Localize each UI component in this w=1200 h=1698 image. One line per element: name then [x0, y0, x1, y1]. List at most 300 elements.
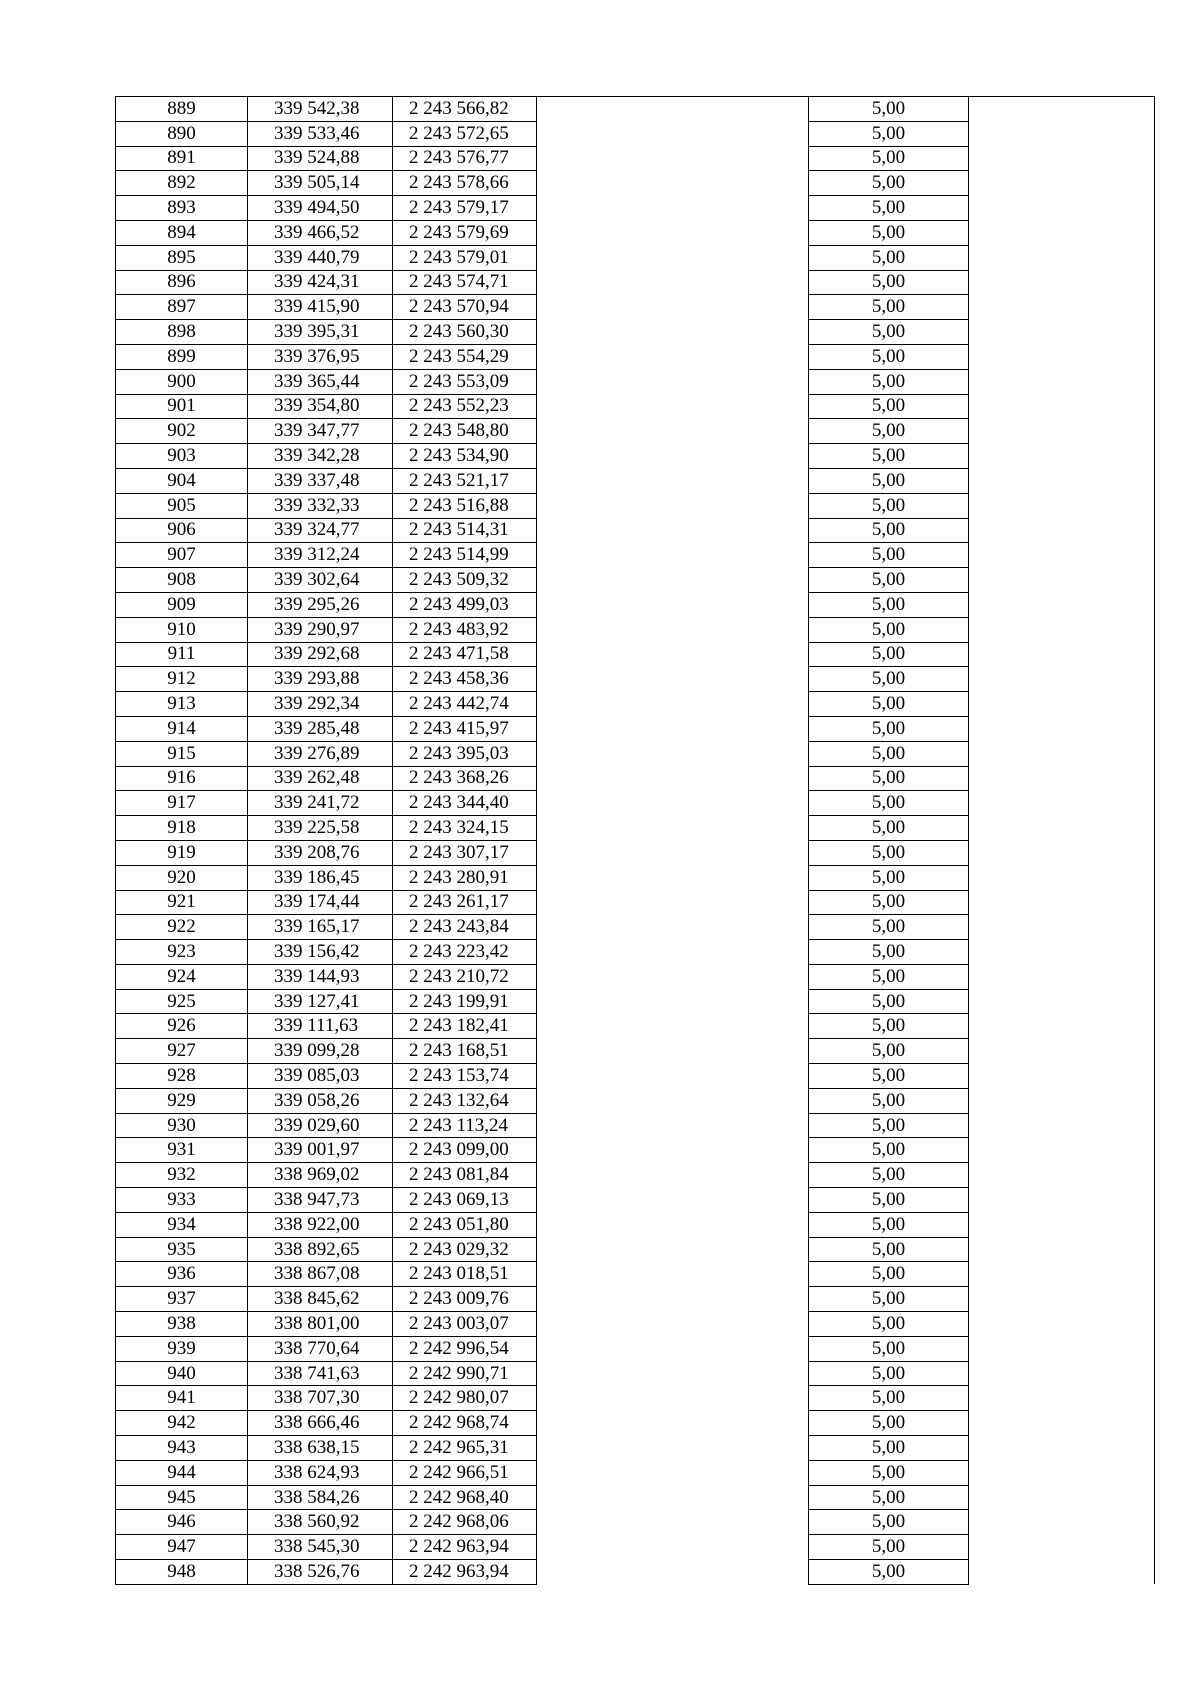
- x-coordinate-cell: 339 165,17: [248, 915, 393, 940]
- x-coordinate-cell: 339 354,80: [248, 394, 393, 419]
- table-row: [116, 146, 1155, 171]
- y-coordinate-cell: 2 243 553,09: [393, 369, 537, 394]
- empty-cell: [537, 220, 809, 245]
- table-row: [116, 121, 1155, 146]
- value-cell: 5,00: [809, 245, 969, 270]
- empty-cell: [969, 1064, 1155, 1089]
- value-cell: 5,00: [809, 1436, 969, 1461]
- table-row: [116, 865, 1155, 890]
- empty-cell: [969, 245, 1155, 270]
- point-number-cell: 918: [116, 816, 248, 841]
- value-cell: 5,00: [809, 989, 969, 1014]
- y-coordinate-cell: 2 243 570,94: [393, 295, 537, 320]
- y-coordinate-cell: 2 243 223,42: [393, 940, 537, 965]
- value-cell: 5,00: [809, 1510, 969, 1535]
- point-number-cell: 902: [116, 419, 248, 444]
- point-number-cell: 939: [116, 1336, 248, 1361]
- x-coordinate-cell: 339 312,24: [248, 543, 393, 568]
- empty-cell: [969, 493, 1155, 518]
- empty-cell: [537, 840, 809, 865]
- value-cell: 5,00: [809, 592, 969, 617]
- point-number-cell: 895: [116, 245, 248, 270]
- x-coordinate-cell: 339 144,93: [248, 964, 393, 989]
- table-row: [116, 766, 1155, 791]
- empty-cell: [969, 940, 1155, 965]
- point-number-cell: 904: [116, 468, 248, 493]
- point-number-cell: 928: [116, 1064, 248, 1089]
- y-coordinate-cell: 2 243 132,64: [393, 1088, 537, 1113]
- y-coordinate-cell: 2 243 509,32: [393, 568, 537, 593]
- table-row: [116, 667, 1155, 692]
- empty-cell: [969, 295, 1155, 320]
- x-coordinate-cell: 339 505,14: [248, 171, 393, 196]
- table-row: [116, 419, 1155, 444]
- y-coordinate-cell: 2 243 579,01: [393, 245, 537, 270]
- empty-cell: [969, 1485, 1155, 1510]
- empty-cell: [969, 1386, 1155, 1411]
- empty-cell: [537, 419, 809, 444]
- y-coordinate-cell: 2 243 168,51: [393, 1039, 537, 1064]
- empty-cell: [537, 1485, 809, 1510]
- empty-cell: [969, 692, 1155, 717]
- empty-cell: [969, 915, 1155, 940]
- y-coordinate-cell: 2 243 153,74: [393, 1064, 537, 1089]
- empty-cell: [537, 816, 809, 841]
- point-number-cell: 923: [116, 940, 248, 965]
- x-coordinate-cell: 339 174,44: [248, 890, 393, 915]
- x-coordinate-cell: 338 638,15: [248, 1436, 393, 1461]
- value-cell: 5,00: [809, 692, 969, 717]
- x-coordinate-cell: 339 440,79: [248, 245, 393, 270]
- empty-cell: [969, 1336, 1155, 1361]
- value-cell: 5,00: [809, 1336, 969, 1361]
- y-coordinate-cell: 2 242 980,07: [393, 1386, 537, 1411]
- table-row: [116, 369, 1155, 394]
- value-cell: 5,00: [809, 543, 969, 568]
- point-number-cell: 892: [116, 171, 248, 196]
- y-coordinate-cell: 2 243 572,65: [393, 121, 537, 146]
- y-coordinate-cell: 2 243 579,69: [393, 220, 537, 245]
- value-cell: 5,00: [809, 369, 969, 394]
- value-cell: 5,00: [809, 1262, 969, 1287]
- y-coordinate-cell: 2 243 579,17: [393, 196, 537, 221]
- table-row: [116, 741, 1155, 766]
- table-row: [116, 320, 1155, 345]
- x-coordinate-cell: 339 494,50: [248, 196, 393, 221]
- y-coordinate-cell: 2 243 534,90: [393, 444, 537, 469]
- empty-cell: [969, 444, 1155, 469]
- point-number-cell: 937: [116, 1287, 248, 1312]
- value-cell: 5,00: [809, 865, 969, 890]
- empty-cell: [537, 1460, 809, 1485]
- empty-cell: [969, 1460, 1155, 1485]
- empty-cell: [537, 1212, 809, 1237]
- value-cell: 5,00: [809, 394, 969, 419]
- empty-cell: [537, 270, 809, 295]
- table-row: [116, 444, 1155, 469]
- empty-cell: [969, 766, 1155, 791]
- x-coordinate-cell: 338 845,62: [248, 1287, 393, 1312]
- empty-cell: [969, 1237, 1155, 1262]
- value-cell: 5,00: [809, 419, 969, 444]
- point-number-cell: 926: [116, 1014, 248, 1039]
- empty-cell: [537, 1088, 809, 1113]
- empty-cell: [537, 121, 809, 146]
- table-row: [116, 1088, 1155, 1113]
- y-coordinate-cell: 2 243 210,72: [393, 964, 537, 989]
- empty-cell: [537, 890, 809, 915]
- point-number-cell: 919: [116, 840, 248, 865]
- y-coordinate-cell: 2 243 280,91: [393, 865, 537, 890]
- point-number-cell: 905: [116, 493, 248, 518]
- y-coordinate-cell: 2 243 069,13: [393, 1188, 537, 1213]
- y-coordinate-cell: 2 243 516,88: [393, 493, 537, 518]
- point-number-cell: 940: [116, 1361, 248, 1386]
- table-row: [116, 592, 1155, 617]
- empty-cell: [537, 171, 809, 196]
- table-row: [116, 915, 1155, 940]
- y-coordinate-cell: 2 243 182,41: [393, 1014, 537, 1039]
- empty-cell: [537, 940, 809, 965]
- empty-cell: [969, 320, 1155, 345]
- empty-cell: [537, 1411, 809, 1436]
- point-number-cell: 924: [116, 964, 248, 989]
- table-row: [116, 1163, 1155, 1188]
- point-number-cell: 943: [116, 1436, 248, 1461]
- empty-cell: [969, 543, 1155, 568]
- x-coordinate-cell: 339 292,68: [248, 642, 393, 667]
- empty-cell: [969, 1212, 1155, 1237]
- empty-cell: [969, 989, 1155, 1014]
- y-coordinate-cell: 2 242 963,94: [393, 1560, 537, 1585]
- table-row: [116, 716, 1155, 741]
- y-coordinate-cell: 2 243 574,71: [393, 270, 537, 295]
- empty-cell: [537, 1535, 809, 1560]
- empty-cell: [537, 1064, 809, 1089]
- empty-cell: [537, 617, 809, 642]
- y-coordinate-cell: 2 243 521,17: [393, 468, 537, 493]
- x-coordinate-cell: 339 342,28: [248, 444, 393, 469]
- x-coordinate-cell: 339 302,64: [248, 568, 393, 593]
- x-coordinate-cell: 339 295,26: [248, 592, 393, 617]
- point-number-cell: 942: [116, 1411, 248, 1436]
- table-row: [116, 344, 1155, 369]
- empty-cell: [537, 518, 809, 543]
- y-coordinate-cell: 2 243 003,07: [393, 1312, 537, 1337]
- y-coordinate-cell: 2 243 442,74: [393, 692, 537, 717]
- point-number-cell: 914: [116, 716, 248, 741]
- point-number-cell: 927: [116, 1039, 248, 1064]
- empty-cell: [537, 1237, 809, 1262]
- x-coordinate-cell: 339 085,03: [248, 1064, 393, 1089]
- x-coordinate-cell: 339 290,97: [248, 617, 393, 642]
- point-number-cell: 925: [116, 989, 248, 1014]
- point-number-cell: 903: [116, 444, 248, 469]
- empty-cell: [537, 741, 809, 766]
- value-cell: 5,00: [809, 1163, 969, 1188]
- x-coordinate-cell: 339 524,88: [248, 146, 393, 171]
- y-coordinate-cell: 2 243 514,31: [393, 518, 537, 543]
- table-row: [116, 394, 1155, 419]
- point-number-cell: 934: [116, 1212, 248, 1237]
- point-number-cell: 909: [116, 592, 248, 617]
- empty-cell: [969, 1163, 1155, 1188]
- x-coordinate-cell: 338 947,73: [248, 1188, 393, 1213]
- x-coordinate-cell: 338 545,30: [248, 1535, 393, 1560]
- value-cell: 5,00: [809, 1460, 969, 1485]
- empty-cell: [537, 1287, 809, 1312]
- x-coordinate-cell: 339 415,90: [248, 295, 393, 320]
- table-row: [116, 1336, 1155, 1361]
- table-row: [116, 1361, 1155, 1386]
- empty-cell: [537, 444, 809, 469]
- empty-cell: [969, 369, 1155, 394]
- x-coordinate-cell: 339 262,48: [248, 766, 393, 791]
- x-coordinate-cell: 338 867,08: [248, 1262, 393, 1287]
- point-number-cell: 900: [116, 369, 248, 394]
- y-coordinate-cell: 2 243 552,23: [393, 394, 537, 419]
- value-cell: 5,00: [809, 1535, 969, 1560]
- point-number-cell: 906: [116, 518, 248, 543]
- y-coordinate-cell: 2 243 578,66: [393, 171, 537, 196]
- empty-cell: [969, 791, 1155, 816]
- empty-cell: [969, 1088, 1155, 1113]
- empty-cell: [537, 1014, 809, 1039]
- value-cell: 5,00: [809, 1113, 969, 1138]
- empty-cell: [969, 171, 1155, 196]
- point-number-cell: 890: [116, 121, 248, 146]
- value-cell: 5,00: [809, 1287, 969, 1312]
- point-number-cell: 932: [116, 1163, 248, 1188]
- value-cell: 5,00: [809, 642, 969, 667]
- table-row: [116, 568, 1155, 593]
- empty-cell: [969, 146, 1155, 171]
- x-coordinate-cell: 338 922,00: [248, 1212, 393, 1237]
- y-coordinate-cell: 2 243 051,80: [393, 1212, 537, 1237]
- x-coordinate-cell: 339 001,97: [248, 1138, 393, 1163]
- x-coordinate-cell: 338 801,00: [248, 1312, 393, 1337]
- table-row: [116, 791, 1155, 816]
- empty-cell: [969, 1113, 1155, 1138]
- value-cell: 5,00: [809, 1411, 969, 1436]
- x-coordinate-cell: 339 332,33: [248, 493, 393, 518]
- point-number-cell: 948: [116, 1560, 248, 1585]
- x-coordinate-cell: 339 127,41: [248, 989, 393, 1014]
- value-cell: 5,00: [809, 97, 969, 122]
- x-coordinate-cell: 339 337,48: [248, 468, 393, 493]
- empty-cell: [537, 692, 809, 717]
- point-number-cell: 946: [116, 1510, 248, 1535]
- point-number-cell: 941: [116, 1386, 248, 1411]
- empty-cell: [537, 344, 809, 369]
- table-row: [116, 1436, 1155, 1461]
- table-row: [116, 1560, 1155, 1585]
- x-coordinate-cell: 338 770,64: [248, 1336, 393, 1361]
- table-row: [116, 1138, 1155, 1163]
- point-number-cell: 907: [116, 543, 248, 568]
- y-coordinate-cell: 2 243 029,32: [393, 1237, 537, 1262]
- point-number-cell: 889: [116, 97, 248, 122]
- empty-cell: [969, 394, 1155, 419]
- x-coordinate-cell: 339 292,34: [248, 692, 393, 717]
- y-coordinate-cell: 2 243 560,30: [393, 320, 537, 345]
- point-number-cell: 933: [116, 1188, 248, 1213]
- x-coordinate-cell: 338 741,63: [248, 1361, 393, 1386]
- empty-cell: [537, 320, 809, 345]
- y-coordinate-cell: 2 242 968,40: [393, 1485, 537, 1510]
- value-cell: 5,00: [809, 1064, 969, 1089]
- table-row: [116, 1237, 1155, 1262]
- table-row: [116, 220, 1155, 245]
- coordinates-table: [115, 96, 1155, 1585]
- empty-cell: [537, 1312, 809, 1337]
- point-number-cell: 917: [116, 791, 248, 816]
- table-row: [116, 989, 1155, 1014]
- point-number-cell: 908: [116, 568, 248, 593]
- point-number-cell: 922: [116, 915, 248, 940]
- x-coordinate-cell: 339 058,26: [248, 1088, 393, 1113]
- empty-cell: [537, 791, 809, 816]
- table-row: [116, 1386, 1155, 1411]
- y-coordinate-cell: 2 243 548,80: [393, 419, 537, 444]
- empty-cell: [537, 295, 809, 320]
- y-coordinate-cell: 2 243 113,24: [393, 1113, 537, 1138]
- empty-cell: [969, 344, 1155, 369]
- empty-cell: [969, 220, 1155, 245]
- point-number-cell: 938: [116, 1312, 248, 1337]
- y-coordinate-cell: 2 243 081,84: [393, 1163, 537, 1188]
- x-coordinate-cell: 338 584,26: [248, 1485, 393, 1510]
- point-number-cell: 893: [116, 196, 248, 221]
- empty-cell: [969, 1535, 1155, 1560]
- empty-cell: [969, 1361, 1155, 1386]
- empty-cell: [969, 1138, 1155, 1163]
- point-number-cell: 913: [116, 692, 248, 717]
- point-number-cell: 916: [116, 766, 248, 791]
- table-row: [116, 1485, 1155, 1510]
- table-row: [116, 890, 1155, 915]
- x-coordinate-cell: 339 111,63: [248, 1014, 393, 1039]
- y-coordinate-cell: 2 242 968,06: [393, 1510, 537, 1535]
- x-coordinate-cell: 338 707,30: [248, 1386, 393, 1411]
- y-coordinate-cell: 2 243 458,36: [393, 667, 537, 692]
- empty-cell: [969, 890, 1155, 915]
- x-coordinate-cell: 338 969,02: [248, 1163, 393, 1188]
- y-coordinate-cell: 2 243 307,17: [393, 840, 537, 865]
- empty-cell: [969, 667, 1155, 692]
- table-row: [116, 518, 1155, 543]
- empty-cell: [969, 568, 1155, 593]
- empty-cell: [537, 1113, 809, 1138]
- empty-cell: [537, 592, 809, 617]
- empty-cell: [969, 840, 1155, 865]
- empty-cell: [969, 1510, 1155, 1535]
- empty-cell: [537, 1436, 809, 1461]
- empty-cell: [537, 97, 809, 122]
- x-coordinate-cell: 338 666,46: [248, 1411, 393, 1436]
- table-row: [116, 1212, 1155, 1237]
- value-cell: 5,00: [809, 716, 969, 741]
- value-cell: 5,00: [809, 940, 969, 965]
- value-cell: 5,00: [809, 890, 969, 915]
- value-cell: 5,00: [809, 220, 969, 245]
- table-row: [116, 642, 1155, 667]
- table-row: [116, 171, 1155, 196]
- table-row: [116, 1287, 1155, 1312]
- empty-cell: [969, 1287, 1155, 1312]
- empty-cell: [537, 394, 809, 419]
- table-row: [116, 543, 1155, 568]
- y-coordinate-cell: 2 243 471,58: [393, 642, 537, 667]
- y-coordinate-cell: 2 242 996,54: [393, 1336, 537, 1361]
- y-coordinate-cell: 2 243 324,15: [393, 816, 537, 841]
- value-cell: 5,00: [809, 171, 969, 196]
- y-coordinate-cell: 2 243 344,40: [393, 791, 537, 816]
- y-coordinate-cell: 2 242 965,31: [393, 1436, 537, 1461]
- x-coordinate-cell: 339 424,31: [248, 270, 393, 295]
- empty-cell: [969, 716, 1155, 741]
- empty-cell: [537, 146, 809, 171]
- empty-cell: [969, 816, 1155, 841]
- y-coordinate-cell: 2 242 990,71: [393, 1361, 537, 1386]
- x-coordinate-cell: 338 624,93: [248, 1460, 393, 1485]
- table-row: [116, 97, 1155, 122]
- x-coordinate-cell: 339 347,77: [248, 419, 393, 444]
- value-cell: 5,00: [809, 816, 969, 841]
- y-coordinate-cell: 2 243 199,91: [393, 989, 537, 1014]
- empty-cell: [537, 865, 809, 890]
- empty-cell: [969, 270, 1155, 295]
- x-coordinate-cell: 338 892,65: [248, 1237, 393, 1262]
- table-row: [116, 468, 1155, 493]
- x-coordinate-cell: 339 324,77: [248, 518, 393, 543]
- point-number-cell: 898: [116, 320, 248, 345]
- empty-cell: [969, 518, 1155, 543]
- table-row: [116, 1262, 1155, 1287]
- value-cell: 5,00: [809, 1560, 969, 1585]
- value-cell: 5,00: [809, 964, 969, 989]
- empty-cell: [969, 741, 1155, 766]
- empty-cell: [969, 419, 1155, 444]
- table-row: [116, 692, 1155, 717]
- table-row: [116, 1064, 1155, 1089]
- empty-cell: [969, 196, 1155, 221]
- value-cell: 5,00: [809, 741, 969, 766]
- empty-cell: [537, 964, 809, 989]
- point-number-cell: 899: [116, 344, 248, 369]
- point-number-cell: 930: [116, 1113, 248, 1138]
- empty-cell: [537, 1138, 809, 1163]
- empty-cell: [969, 964, 1155, 989]
- x-coordinate-cell: 339 225,58: [248, 816, 393, 841]
- empty-cell: [537, 543, 809, 568]
- empty-cell: [969, 1014, 1155, 1039]
- value-cell: 5,00: [809, 1088, 969, 1113]
- empty-cell: [537, 989, 809, 1014]
- value-cell: 5,00: [809, 1361, 969, 1386]
- x-coordinate-cell: 339 208,76: [248, 840, 393, 865]
- point-number-cell: 929: [116, 1088, 248, 1113]
- point-number-cell: 894: [116, 220, 248, 245]
- x-coordinate-cell: 339 241,72: [248, 791, 393, 816]
- point-number-cell: 947: [116, 1535, 248, 1560]
- value-cell: 5,00: [809, 295, 969, 320]
- x-coordinate-cell: 339 276,89: [248, 741, 393, 766]
- empty-cell: [537, 1560, 809, 1585]
- x-coordinate-cell: 339 542,38: [248, 97, 393, 122]
- empty-cell: [537, 1510, 809, 1535]
- table-row: [116, 816, 1155, 841]
